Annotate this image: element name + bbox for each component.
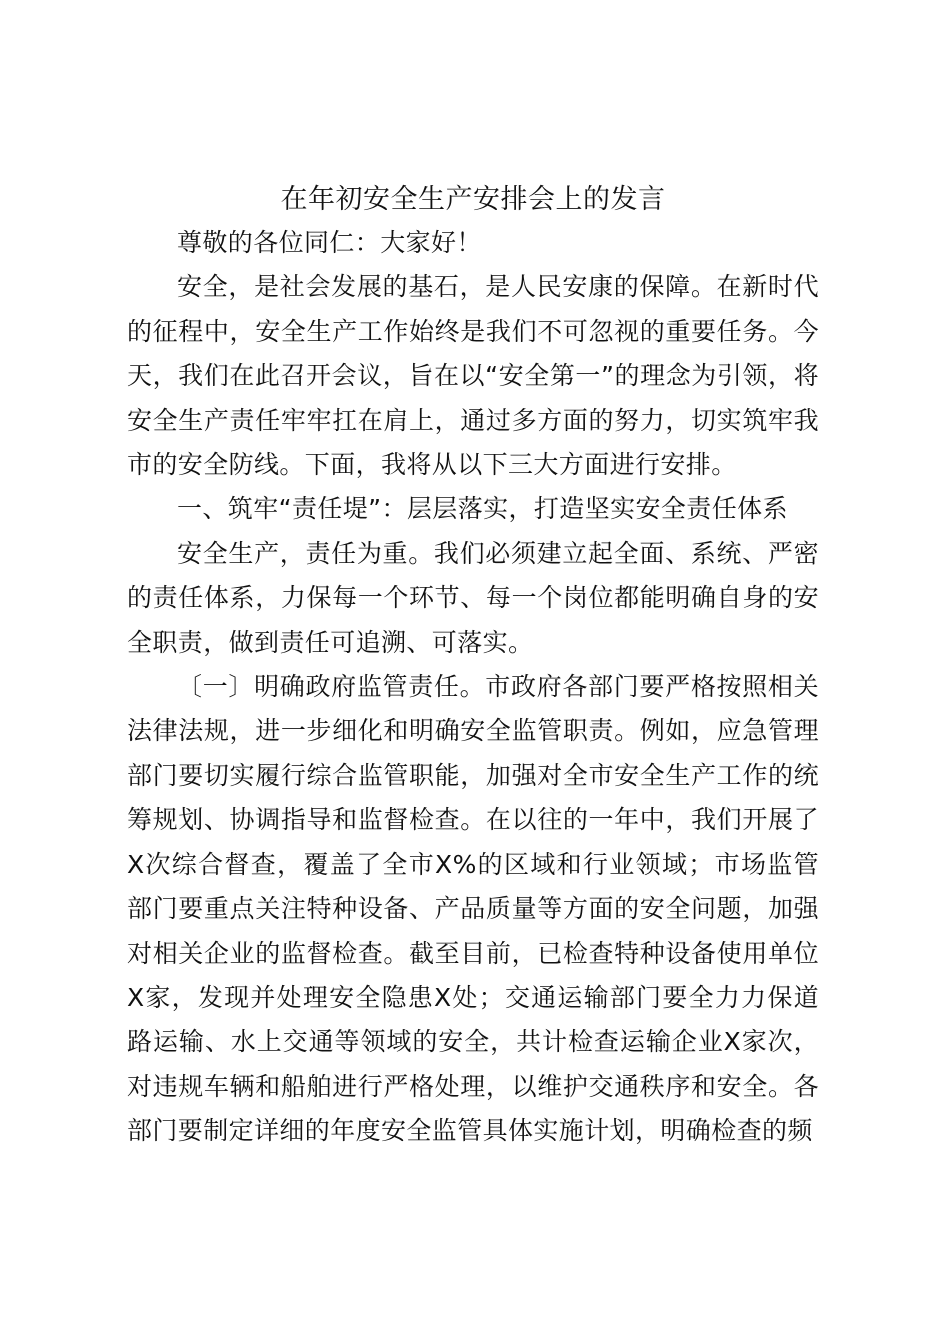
document-title: 在年初安全生产安排会上的发言 [280, 184, 666, 215]
paragraph-government-supervision: 〔一〕明确政府监管责任。市政府各部门要严格按照相关法律法规，进一步细化和明确安全监管职责。例如，应急管理部门要切实履行综合监管职能，加强对全市安全生产工作的统筹规划、协调指导和监督检查。在以往的一年中，我们开展了X次综合督查，覆盖了全市X%的区域和行业领域；市场监管部门要重点关注特种设备、产品质量等方面的安全问题，加强对相关企业的监督检查。截至目前，已检查特种设备使用单位X家，发现并处理安全隐患X处；交通运输部门要全力力保道路运输、水上交通等领域的安全，共计检查运输企业X家次，对违规车辆和船舶进行严格处理，以维护交通秩序和安全。各部门要制定详细的年度安全监管具体实施计划，明确检查的频 [127, 672, 819, 1146]
paragraph-responsibility: 安全生产，责任为重。我们必须建立起全面、系统、严密的责任体系，力保每一个环节、每一个岗位都能明确自身的安全职责，做到责任可追溯、可落实。 [127, 538, 819, 657]
section-heading-1: 一、筑牢“责任堤”：层层落实，打造坚实安全责任体系 [177, 494, 788, 524]
paragraph-intro: 安全，是社会发展的基石，是人民安康的保障。在新时代的征程中，安全生产工作始终是我们不可忽视的重要任务。今天，我们在此召开会议，旨在以“安全第一”的理念为引领，将安全生产责任牢牢扛在肩上，通过多方面的努力，切实筑牢我市的安全防线。下面，我将从以下三大方面进行安排。 [127, 272, 819, 480]
document-page [127, 179, 819, 1154]
greeting: 尊敬的各位同仁：大家好！ [177, 228, 482, 257]
